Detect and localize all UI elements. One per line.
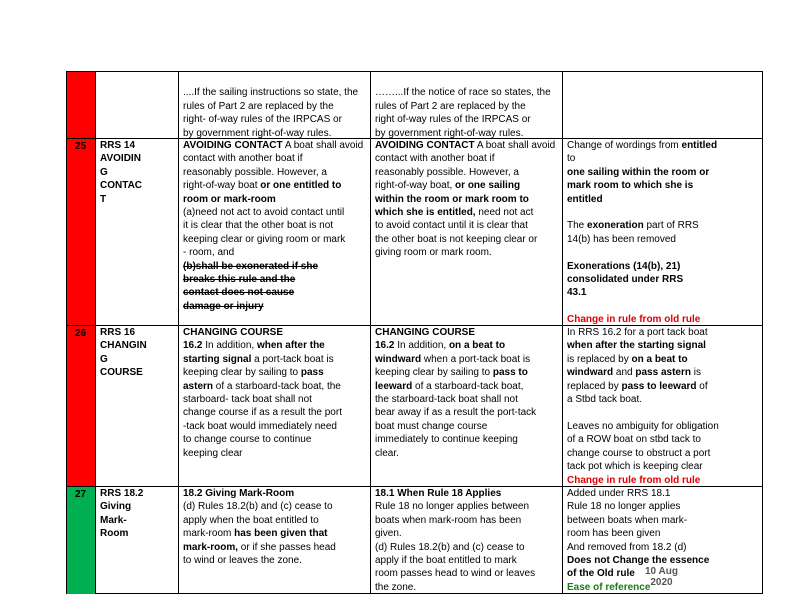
row0-old-rule-text: ....If the sailing instructions so state, the rules of Part 2 are replaced by the right- of-way rules of the IRPCAS or by government right-of-way rules. [183, 87, 359, 139]
row26-change-note: In RRS 16.2 for a port tack boat when after the starting signal is replaced by on a beat to windward and pass astern is replaced by pass to leeward of a Stbd tack boat. Leaves no ambiguity for obligation of a ROW boat on stbd tack to change course to obstruct a port tack pot which is keeping clear [567, 327, 719, 473]
rule-name: RRS 18.2 Giving Mark- Room [100, 488, 144, 540]
row-number: 25 [75, 141, 87, 152]
row25-new-rule-text: AVOIDING CONTACT A boat shall avoid contact with another boat if reasonably possible. However, a right-of-way boat, or one sailing within the room or mark room to which she is entitled, need not act to avoid contact until it is clear that the other boat is not keeping clear or giving room or mark room. [375, 140, 556, 259]
row27-change-note: Added under RRS 18.1 Rule 18 no longer applies between boats when mark- room has been given And removed from 18.2 (d) Does not Change the essence of the Old rule [567, 488, 710, 580]
row27-old-rule-text: 18.2 Giving Mark-Room (d) Rules 18.2(b) and (c) cease to apply when the boat entitled to mark-room has been given that mark-room, or if she passes head to wind or leaves the zone. [183, 488, 336, 567]
row27-change-flag: Ease of reference [567, 582, 651, 593]
date-badge: 10 Aug 2020 [645, 566, 678, 588]
row-number: 27 [75, 489, 87, 500]
rule-name: RRS 16 CHANGIN G COURSE [100, 327, 147, 379]
row25-change-flag: Change in rule from old rule [567, 314, 701, 325]
row0-new-rule-text: ……...If the notice of race so states, the rules of Part 2 are replaced by the right of-way rules of the IRPCAS or by government right-of-way rules. [375, 87, 551, 139]
rule-name: RRS 14 AVOIDIN G CONTAC T [100, 140, 143, 205]
status-band-green [67, 487, 95, 594]
row26-change-flag: Change in rule from old rule [567, 475, 701, 486]
row25-change-note: Change of wordings from entitled to one sailing within the room or mark room to which she is entitled The exoneration part of RRS 14(b) has been removed Exonerations (14(b), 21) consolidated under RRS 43.1 [567, 140, 718, 299]
row27-new-rule-text: 18.1 When Rule 18 Applies Rule 18 no longer applies between boats when mark-room has been given. (d) Rules 18.2(b) and (c) cease to apply if the boat entitled to mark room passes head to wind or leaves the zone. [375, 488, 536, 593]
comparison-table [66, 71, 763, 594]
row25-old-rule-text: AVOIDING CONTACT A boat shall avoid contact with another boat if reasonably possible. However, a right-of-way boat or one entitled to room or mark-room (a)need not act to avoid contact until it is clear that the other boat is not keeping clear or giving room or mark - room, and (b)shall be exonerated if she breaks this rule and the contact does not cause damage or injury [183, 140, 364, 312]
row26-new-rule-text: CHANGING COURSE 16.2 In addition, on a beat to windward when a port-tack boat is keeping clear by sailing to pass to leeward of a starboard-tack boat, the starboard-tack boat shall not bear away if as a result the port-tack boat must change course immediately to continue keeping clear. [375, 327, 537, 459]
row-number: 26 [75, 328, 87, 339]
status-band-red [67, 72, 95, 486]
row26-old-rule-text: CHANGING COURSE 16.2 In addition, when after the starting signal a port-tack boat is keeping clear by sailing to pass astern of a starboard-tack boat, the starboard- tack boat shall not change course if as a result the port -tack boat would immediately need to change course to continue keeping clear [183, 327, 342, 459]
